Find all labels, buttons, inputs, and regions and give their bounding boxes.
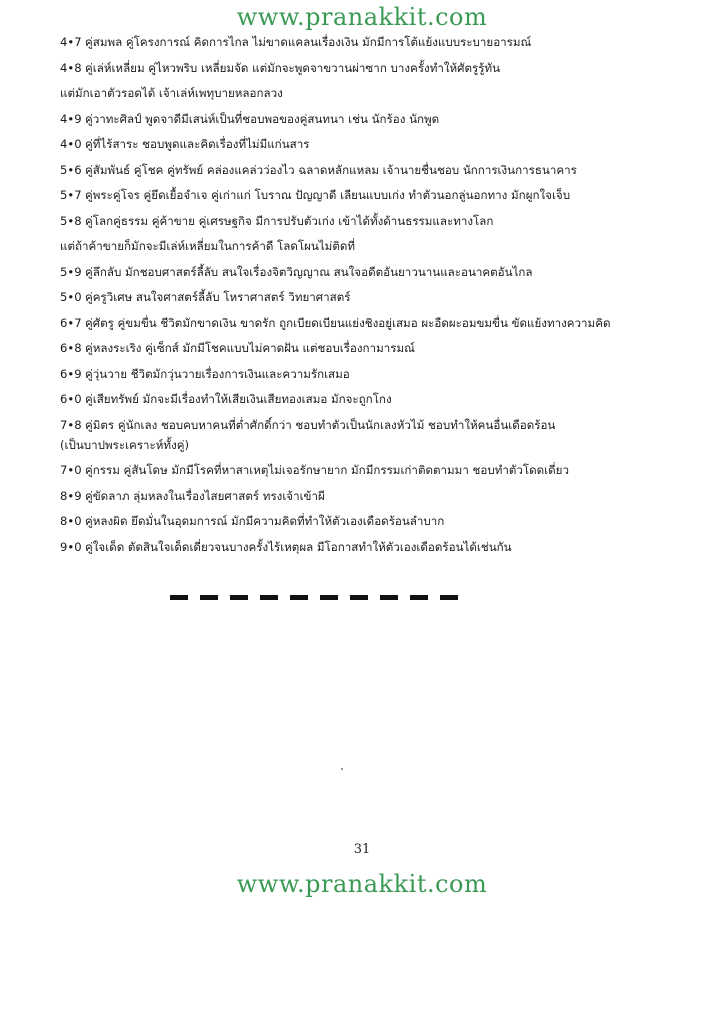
pair-description: คู่หลงผิด ยึดมั่นในอุดมการณ์ มักมีความคิดที่ทำให้ตัวเองเดือดร้อนลำบาก [85,514,445,528]
pair-number: 4•0 [60,137,82,151]
divider-dash [230,595,248,600]
pair-number: 6•8 [60,341,82,355]
pair-description: คู่ที่ไร้สาระ ชอบพูดและคิดเรื่องที่ไม่มีแก่นสาร [85,137,310,151]
list-item [60,317,680,330]
pair-description: คู่หลงระเริง คู่เซ็กส์ มักมีโชคแบบไม่คาดฝัน แต่ชอบเรื่องกามารมณ์ [85,341,415,355]
pair-description: คู่เสียทรัพย์ มักจะมีเรื่องทำให้เสียเงินเสียทองเสมอ มักจะถูกโกง [85,392,392,406]
list-item [60,368,680,381]
list-item [60,62,680,75]
pair-number: 6•9 [60,366,82,381]
list-item-continuation [60,240,680,253]
list-item [60,490,680,503]
list-item-continuation [60,87,680,100]
pair-number: 7•8 [60,417,82,432]
pair-description-continuation: แต่ถ้าค้าขายก็มักจะมีเล่ห์เหลี่ยมในการค้าดี โลดโผนไม่ติดที่ [60,239,356,253]
pair-description: คู่ขัดลาภ ลุ่มหลงในเรื่องไสยศาสตร์ ทรงเจ้าเข้าผี [85,488,325,503]
list-item [60,342,680,355]
page-number: 31 [353,842,371,857]
pair-description: คู่วุ่นวาย ชีวิตมักวุ่นวายเรื่องการเงินและความรักเสมอ [85,366,350,381]
pair-number: 6•0 [60,392,82,406]
pair-number: 4•8 [60,60,82,75]
list-item [60,464,680,477]
pair-description: คู่เล่ห์เหลี่ยม คู่ไหวพริบ เหลี่ยมจัด แต่มักจะพูดจาขวานผ่าซาก บางครั้งทำให้ศัตรูรู้ทัน [85,60,501,75]
divider-dash [440,595,458,600]
list-item [60,266,680,279]
divider-dash [320,595,338,600]
list-item [60,164,680,177]
pair-number: 5•8 [60,213,82,228]
list-item [60,393,680,406]
pair-meaning-list [60,36,680,554]
pair-number: 8•0 [60,514,82,528]
pair-description: คู่โลกคู่ธรรม คู่ค้าขาย คู่เศรษฐกิจ มีการปรับตัวเก่ง เข้าได้ทั้งด้านธรรมและทางโลก [85,213,494,228]
list-item [60,419,680,432]
pair-number: 7•0 [60,463,82,477]
list-item [60,189,680,202]
pair-description: คู่วาทะศิลป์ พูดจาดีมีเสน่ห์เป็นที่ชอบพอของคู่สนทนา เช่น นักร้อง นักพูด [85,111,440,126]
pair-description: คู่ลึกลับ มักชอบศาสตร์ลี้ลับ สนใจเรื่องจิตวิญญาณ สนใจอดีตอันยาวนานและอนาคตอันไกล [85,264,533,279]
divider-dash [170,595,188,600]
pair-description: คู่สมพล คู่โครงการณ์ คิดการไกล ไม่ขาดแคลนเรื่องเงิน มักมีการโต้แย้งแบบระบายอารมณ์ [85,35,532,49]
pair-number: 9•0 [60,539,82,554]
pair-number: 8•9 [60,488,82,503]
pair-description: คู่กรรม คู่สันโดษ มักมีโรคที่หาสาเหตุไม่เจอรักษายาก มักมีกรรมเก่าติดตามมา ชอบทำตัวโดดเดี่ยว [85,463,569,477]
list-item [60,291,680,304]
list-item [60,515,680,528]
watermark-bottom: www.pranakkit.com [236,870,488,898]
pair-description-continuation: (เป็นบาปพระเคราะห์ทั้งคู่) [60,437,190,452]
pair-description: คู่ศัตรู คู่ขมขื่น ชีวิตมักขาดเงิน ขาดรัก ถูกเบียดเบียนแย่งชิงอยู่เสมอ ผะอืดผะอมขมขื่น ขัดแย้งทางความคิด [85,315,611,330]
list-item [60,541,680,554]
pair-description: คู่พระคู่โจร คู่ยึดเยื้อจำเจ คู่เก่าแก่ โบราณ ปัญญาดี เลียนแบบเก่ง ทำตัวนอกลู่นอกทาง มักผูกใจเจ็บ [85,188,571,202]
list-item [60,113,680,126]
list-item [60,138,680,151]
divider-dash [260,595,278,600]
divider-dash [410,595,428,600]
divider-dash [380,595,398,600]
pair-number: 6•7 [60,315,82,330]
divider-dash [200,595,218,600]
pair-number: 5•9 [60,264,82,279]
pair-number: 5•6 [60,162,82,177]
dashed-divider [170,590,458,604]
pair-description: คู่ใจเด็ด ตัดสินใจเด็ดเดี่ยวจนบางครั้งไร้เหตุผล มีโอกาสทำให้ตัวเองเดือดร้อนได้เช่นกัน [85,539,512,554]
pair-description: คู่สัมพันธ์ คู่โชค คู่ทรัพย์ คล่องแคล่วว่องไว ฉลาดหลักแหลม เจ้านายชื่นชอบ นักการเงินการธนาคาร [85,162,577,177]
pair-number: 5•7 [60,188,82,202]
pair-description-continuation: แต่มักเอาตัวรอดได้ เจ้าเล่ห์เพทุบายหลอกลวง [60,86,283,100]
list-item [60,36,680,49]
pair-description: คู่มิตร คู่นักเลง ชอบคบหาคนที่ต่ำศักดิ์กว่า ชอบทำตัวเป็นนักเลงหัวไม้ ชอบทำให้คนอื่นเดือดร้อน [85,417,556,432]
divider-dash [290,595,308,600]
divider-dash [350,595,368,600]
list-item-continuation [60,439,680,452]
list-item [60,215,680,228]
pair-description: คู่ครูวิเศษ สนใจศาสตร์ลี้ลับ โหราศาสตร์ วิทยาศาสตร์ [85,290,351,304]
pair-number: 4•7 [60,35,82,49]
pair-number: 4•9 [60,111,82,126]
scan-speck [341,768,343,770]
pair-number: 5•0 [60,290,82,304]
watermark-top: www.pranakkit.com [236,3,488,31]
